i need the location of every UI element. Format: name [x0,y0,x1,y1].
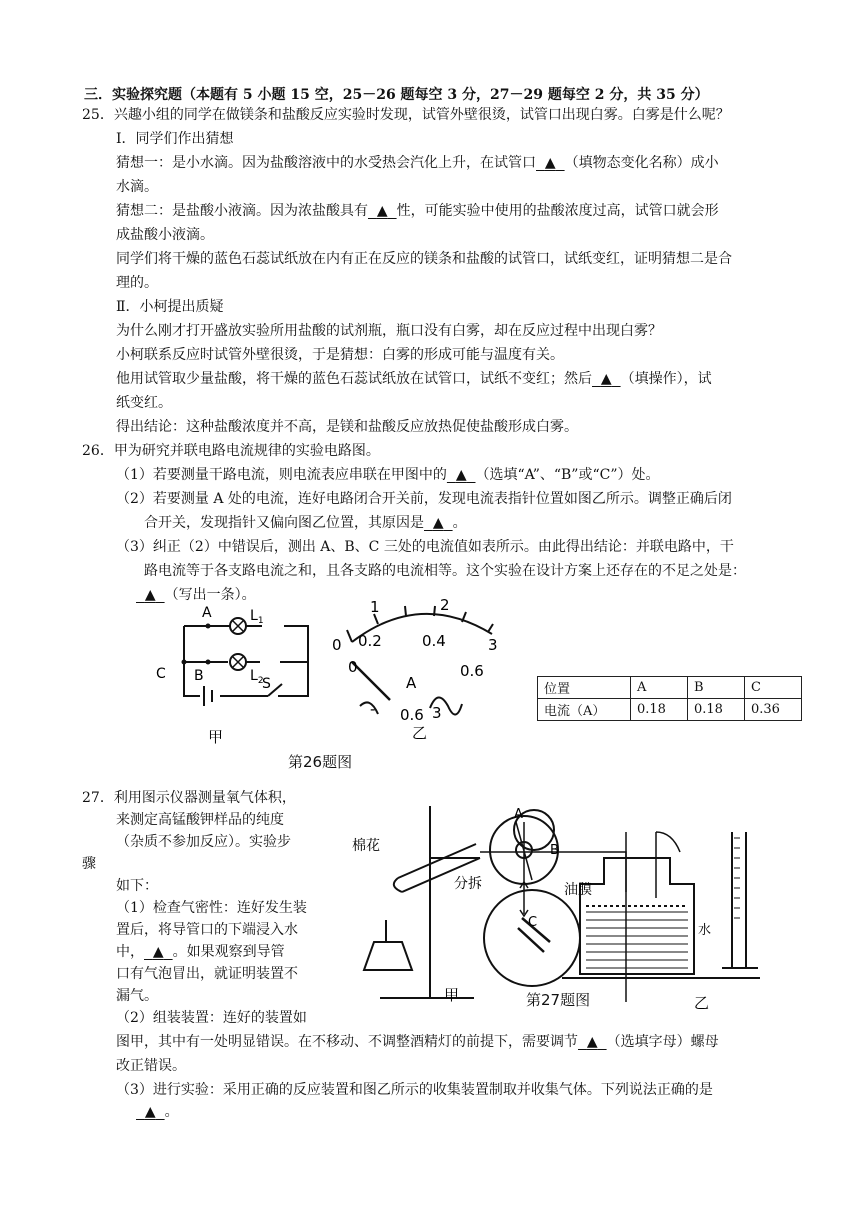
split-label: 分拆 [454,876,482,892]
answer-blank[interactable]: ▲ [455,467,467,483]
q25-line: 同学们将干燥的蓝色石蕊试纸放在内有正在反应的镁条和盐酸的试管口，试纸变红，证明猜想二是合 [116,251,732,267]
text: （选填“A”、“B”或“C”）处。 [475,467,660,483]
q25-line [116,201,719,221]
text: 合开关，发现指针又偏向图乙位置，其原因是 [144,515,424,531]
dial-label-0-4: 0.4 [422,632,446,650]
text: （1）若要测量干路电流，则电流表应串联在甲图中的 [116,467,447,483]
figure-yi-label: 乙 [412,724,428,742]
q27-line [116,1032,719,1052]
text: （填物态变化名称）成小 [564,155,719,171]
lamp-l2-label: $L_2$ [250,668,264,686]
oil-film-label: 油膜 [564,882,592,898]
table-cell: 0.18 [688,699,745,721]
dial-label-0-lower: 0 [348,658,358,676]
point-b-label: B [194,668,204,684]
switch-label: S [262,676,271,692]
text: 猜想一：是小水滴。因为盐酸溶液中的水受热会汽化上升，在试管口 [116,155,536,171]
terminal-minus-label: - [370,700,376,718]
table-header: 位置 [538,677,631,699]
q25-line: 小柯联系反应时试管外壁很烫，于是猜想：白雾的形成可能与温度有关。 [116,347,564,363]
text: 猜想二：是盐酸小液滴。因为浓盐酸具有 [116,203,368,219]
answer-blank[interactable]: ▲ [600,371,612,387]
q26-line: 路电流等于各支路电流之和，且各支路的电流相等。这个实验在设计方案上还存在的不足之处是： [144,563,746,579]
q27-line: （1）检查气密性：连好发生装 [116,900,307,916]
dial-label-3: 3 [488,636,498,654]
table-header: B [688,677,745,699]
terminal-0-6-label: 0.6 [400,706,424,724]
q25-line: 理的。 [116,275,158,291]
text: 图甲，其中有一处明显错误。在不移动、不调整酒精灯的前提下，需要调节 [116,1034,578,1050]
text: 性，可能实验中使用的盐酸浓度过高，试管口就会形 [396,203,719,219]
point-c-label: C [156,666,166,682]
table-header: A [631,677,688,699]
q27-line: 漏气。 [116,988,158,1004]
q27-line: 口有气泡冒出，就证明装置不 [116,966,298,982]
answer-blank[interactable]: ▲ [432,515,444,531]
table-cell: 0.18 [631,699,688,721]
dial-label-1: 1 [370,598,380,616]
q27-line: （3）进行实验：采用正确的反应装置和图乙所示的收集装置制取并收集气体。下列说法正确的是 [116,1082,713,1098]
q27-line: （杂质不参加反应）。实验步 [116,834,291,850]
q27-line: （2）组装装置：连好的装置如 [116,1010,307,1026]
table-cell: 0.36 [745,699,802,721]
answer-blank[interactable]: ▲ [376,203,388,219]
water-label: 水 [698,923,712,938]
table-row [538,699,802,721]
nut-c-label: C [528,915,538,930]
q27-line: 置后，将导管口的下端浸入水 [116,922,298,938]
answer-blank[interactable]: ▲ [152,944,164,960]
q26-line [144,513,467,533]
q27-line: 改正错误。 [116,1058,186,1074]
table-header: C [745,677,802,699]
text: （选填字母）螺母 [606,1034,719,1050]
ammeter-unit-label: A [406,674,417,692]
point-a-label: A [202,605,212,621]
q26-line: 26．甲为研究并联电路电流规律的实验电路图。 [82,443,380,459]
q25-line: 25．兴趣小组的同学在做镁条和盐酸反应实验时发现，试管外壁很烫，试管口出现白雾。白雾是什么呢？ [82,107,730,123]
answer-blank[interactable]: ▲ [544,155,556,171]
q26-line: （2）若要测量 A 处的电流，连好电路闭合开关前，发现电流表指针位置如图乙所示。调整正确后闭 [116,491,732,507]
answer-blank[interactable]: ▲ [586,1034,598,1050]
figure-jia-label: 甲 [444,986,460,1004]
q27-line: 来测定高锰酸钾样品的纯度 [116,812,284,828]
apparatus-diagram [350,802,762,1012]
q27-line: 骤 [82,856,96,872]
dial-label-0: 0 [332,636,342,654]
dial-label-0-2: 0.2 [358,632,382,650]
text: 中， [116,944,144,960]
answer-blank[interactable]: ▲ [144,1104,156,1120]
q25-line [116,369,712,389]
figure-27-caption: 第27题图 [526,991,591,1009]
q27-line [144,1102,179,1122]
cotton-label: 棉花 [352,838,380,854]
q27-line: 27．利用图示仪器测量氧气体积， [82,790,296,806]
figure-jia-label: 甲 [208,728,224,746]
q25-line: 成盐酸小液滴。 [116,227,214,243]
section-heading: 三．实验探究题（本题有 5 小题 15 空，25－26 题每空 3 分，27－29 题每空 2 分，共 35 分） [84,87,709,103]
q25-line: 水滴。 [116,179,158,195]
figure-yi-label: 乙 [694,994,710,1012]
table-row [538,677,802,699]
q25-line: 得出结论：这种盐酸浓度并不高，是镁和盐酸反应放热促使盐酸形成白雾。 [116,419,578,435]
q25-line [116,153,719,173]
nut-a-label: A [514,807,523,822]
current-table [537,676,802,721]
q25-line: Ⅰ．同学们作出猜想 [116,131,234,147]
dial-label-0-6: 0.6 [460,662,484,680]
q27-line [116,942,285,962]
text: 他用试管取少量盐酸，将干燥的蓝色石蕊试纸放在试管口，试纸不变红；然后 [116,371,592,387]
nut-b-label: B [550,843,559,858]
lamp-l1-label: $L_1$ [250,608,264,626]
text: （写出一条）。 [164,587,256,603]
q25-line: 纸变红。 [116,395,172,411]
q26-line: （3）纠正（2）中错误后，测出 A、B、C 三处的电流值如表所示。由此得出结论：并联电路中，干 [116,539,734,555]
text: 。 [164,1104,179,1120]
q25-line: Ⅱ．小柯提出质疑 [116,299,224,315]
text: 。 [452,515,467,531]
circuit-diagram [150,600,330,748]
text: （填操作），试 [620,371,712,387]
q26-line [116,465,660,485]
ammeter-diagram [330,596,510,746]
figure-26-caption: 第26题图 [288,753,353,771]
text: 。如果观察到导管 [172,944,285,960]
q27-line: 如下： [116,878,158,894]
q25-line: 为什么刚才打开盛放实验所用盐酸的试剂瓶，瓶口没有白雾，却在反应过程中出现白雾？ [116,323,662,339]
answer-blank[interactable]: ▲ [144,587,156,603]
table-cell: 电流（A） [538,699,631,721]
dial-label-2: 2 [440,596,450,614]
terminal-3-label: 3 [432,704,442,722]
